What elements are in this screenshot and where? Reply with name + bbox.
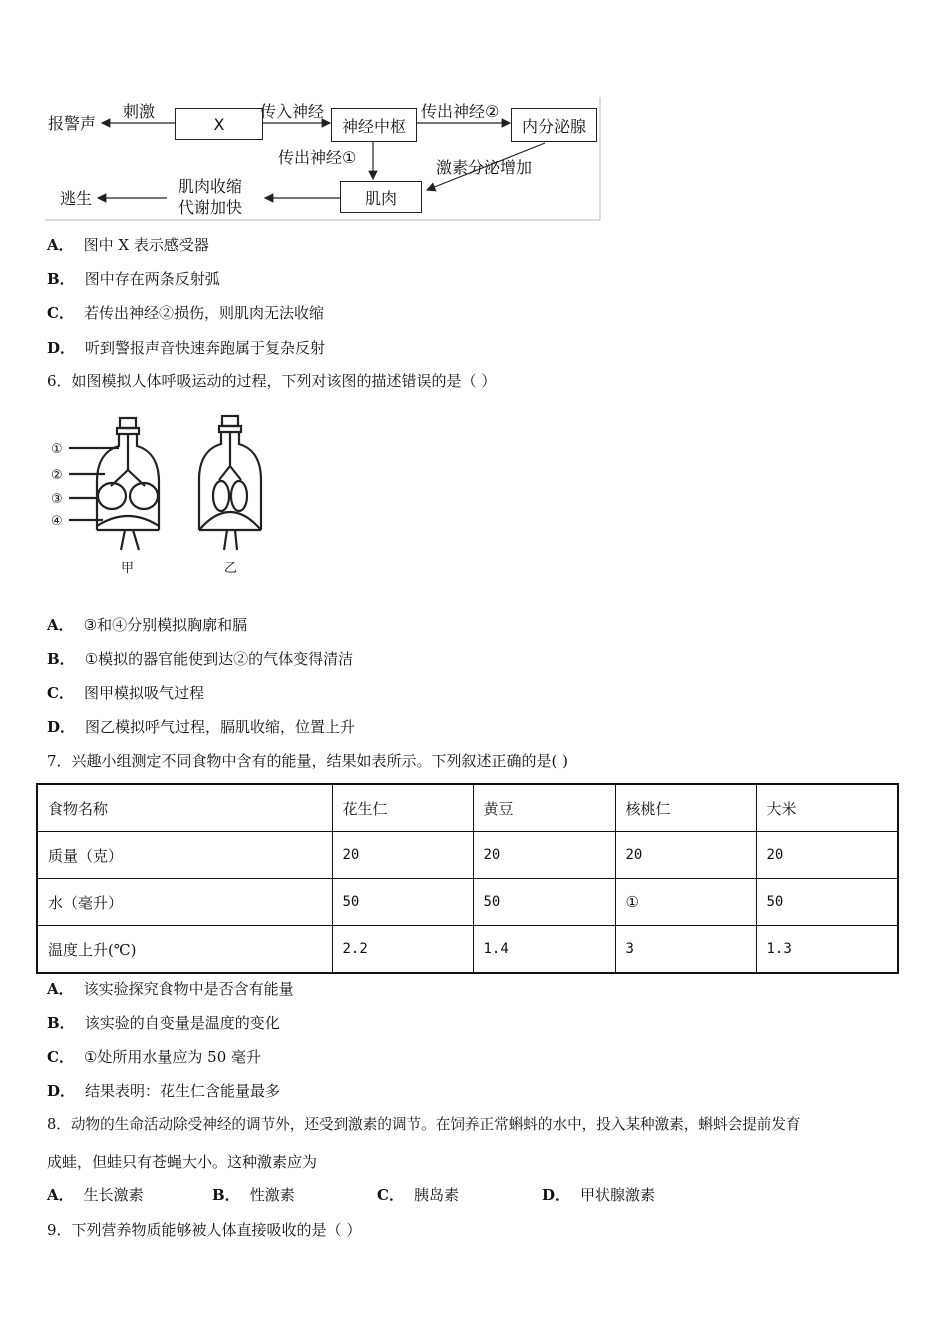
table-row (37, 879, 898, 926)
q8-option-a: A． 生长激素 (47, 1186, 144, 1204)
q6-option-a: A． ③和④分别模拟胸廓和膈 (47, 616, 248, 634)
bell-jar-label-jia: 甲 (121, 561, 135, 576)
q6-option-b: B． ①模拟的器官能使到达②的气体变得清洁 (47, 650, 354, 668)
table-cell: 20 (473, 832, 615, 879)
q5-option-b: B． 图中存在两条反射弧 (47, 270, 220, 288)
table-cell: 20 (756, 832, 898, 879)
food-energy-table (36, 783, 899, 974)
q7-option-b: B． 该实验的自变量是温度的变化 (47, 1014, 280, 1032)
center-box: 神经中枢 (331, 108, 417, 142)
reflex-diagram (40, 95, 605, 227)
table-cell: 50 (332, 879, 473, 926)
table-header-cell: 大米 (756, 784, 898, 832)
hormone-label: 激素分泌增加 (436, 158, 533, 177)
q6-stem: 6．如图模拟人体呼吸运动的过程，下列对该图的描述错误的是（ ） (47, 372, 497, 390)
bell-jar-label-yi: 乙 (224, 561, 238, 576)
q7-option-d: D． 结果表明：花生仁含能量最多 (47, 1082, 281, 1100)
table-cell: 质量（克） (37, 832, 332, 879)
table-cell: 3 (615, 926, 756, 974)
q8-stem-line-1: 8．动物的生命活动除受神经的调节外，还受到激素的调节。在饲养正常蝌蚪的水中，投入某种激素，蝌蚪会提前发育 (47, 1116, 801, 1133)
bell-jar-marker-2: ② (51, 468, 63, 483)
table-cell: 20 (615, 832, 756, 879)
q8-option-b: B． 性激素 (212, 1186, 295, 1204)
q9-stem: 9．下列营养物质能够被人体直接吸收的是（ ） (47, 1221, 362, 1239)
alarm-label: 报警声 (48, 114, 97, 133)
table-header-cell: 核桃仁 (615, 784, 756, 832)
table-header-row (37, 784, 898, 832)
q6-option-c: C． 图甲模拟吸气过程 (47, 684, 204, 702)
table-cell: 50 (473, 879, 615, 926)
q7-option-c: C． ①处所用水量应为 50 毫升 (47, 1048, 262, 1066)
muscle-box: 肌肉 (340, 181, 422, 213)
contraction-label-1: 肌肉收缩 (178, 177, 243, 196)
stimulus-label: 刺激 (123, 102, 156, 121)
afferent-label: 传入神经 (260, 102, 325, 121)
q7-stem: 7．兴趣小组测定不同食物中含有的能量，结果如表所示。下列叙述正确的是( ) (47, 752, 569, 770)
table-row (37, 832, 898, 879)
table-cell: 温度上升(℃) (37, 926, 332, 974)
table-cell: 1.4 (473, 926, 615, 974)
q5-option-a: A． 图中 X 表示感受器 (47, 236, 209, 254)
q6-option-d: D． 图乙模拟呼气过程，膈肌收缩，位置上升 (47, 718, 356, 736)
gland-box: 内分泌腺 (511, 108, 597, 142)
table-header-cell: 花生仁 (332, 784, 473, 832)
q5-option-d: D． 听到警报声音快速奔跑属于复杂反射 (47, 339, 326, 357)
table-cell: 50 (756, 879, 898, 926)
table-cell: 2.2 (332, 926, 473, 974)
contraction-label-2: 代谢加快 (178, 198, 243, 217)
escape-label: 逃生 (60, 189, 93, 208)
x-box: X (175, 108, 263, 140)
bell-jar-figure (47, 410, 277, 582)
bell-jar-marker-3: ③ (51, 492, 63, 507)
table-row (37, 926, 898, 974)
q7-option-a: A． 该实验探究食物中是否含有能量 (47, 980, 294, 998)
bell-jar-drawing (47, 410, 277, 582)
q5-option-c: C． 若传出神经②损伤，则肌肉无法收缩 (47, 304, 324, 322)
q8-option-c: C． 胰岛素 (377, 1186, 459, 1204)
efferent1-label: 传出神经① (278, 148, 357, 167)
table-cell: ① (615, 879, 756, 926)
table-cell: 1.3 (756, 926, 898, 974)
table-header-cell: 黄豆 (473, 784, 615, 832)
q8-stem-line-2: 成蛙，但蛙只有苍蝇大小。这种激素应为 (47, 1153, 318, 1171)
bell-jar-marker-1: ① (51, 442, 63, 457)
q8-option-d: D． 甲状腺激素 (542, 1186, 656, 1204)
table-cell: 20 (332, 832, 473, 879)
bell-jar-marker-4: ④ (51, 514, 63, 529)
table-header-cell: 食物名称 (37, 784, 332, 832)
table-cell: 水（毫升） (37, 879, 332, 926)
efferent2-label: 传出神经② (421, 102, 500, 121)
